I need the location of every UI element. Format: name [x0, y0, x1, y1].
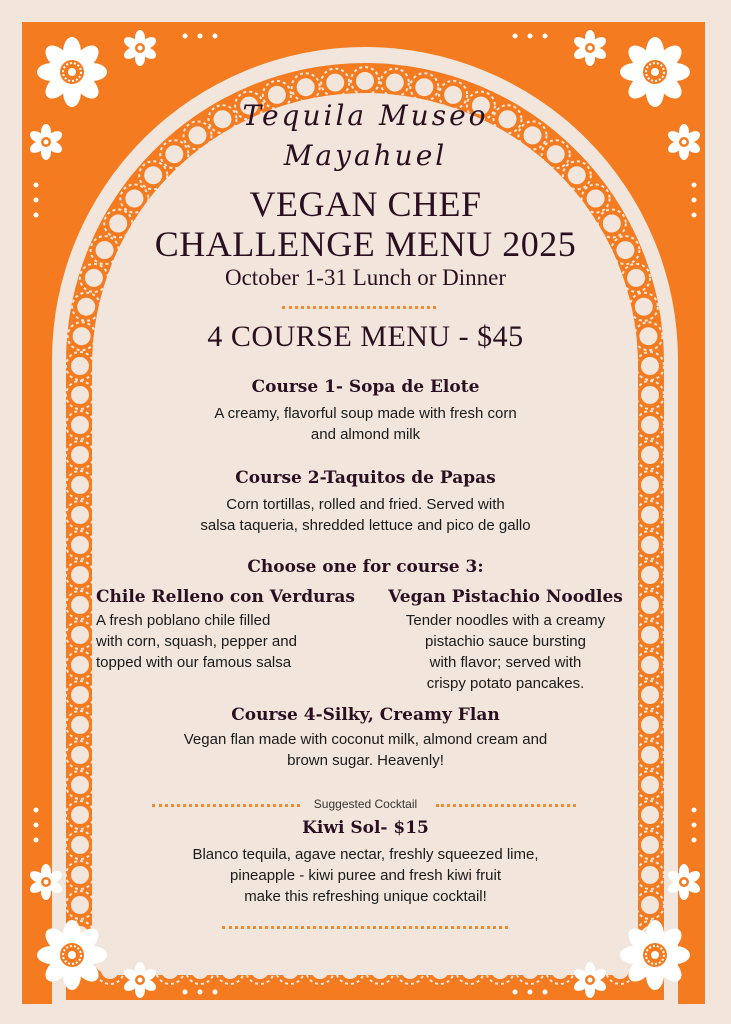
- menu-title: [0, 184, 731, 264]
- venue-name: [0, 96, 731, 176]
- option-a-line: topped with our famous salsa: [96, 654, 292, 671]
- bottom-divider-dotted: [222, 926, 508, 929]
- cocktail-desc-line: pineapple - kiwi puree and fresh kiwi fruit: [230, 867, 501, 884]
- option-a-line: with corn, squash, pepper and: [96, 633, 297, 650]
- cocktail-desc-line: Blanco tequila, agave nectar, freshly squeezed lime,: [192, 846, 539, 863]
- course-3-heading: Choose one for course 3:: [247, 557, 484, 577]
- cocktail-name: Kiwi Sol- $15: [302, 818, 429, 838]
- option-b-line: with flavor; served with: [429, 654, 582, 671]
- option-b-title: Vegan Pistachio Noodles: [388, 587, 623, 607]
- course-2-heading: Course 2-Taquitos de Papas: [235, 468, 496, 488]
- course-2-description: [0, 494, 731, 536]
- option-b-line: Tender noodles with a creamy: [405, 612, 606, 629]
- menu-dates: October 1-31 Lunch or Dinner: [224, 265, 507, 290]
- course-1-desc-line: A creamy, flavorful soup made with fresh corn: [214, 405, 517, 422]
- option-b-line: pistachio sauce bursting: [425, 633, 586, 650]
- venue-line-1: Tequila Museo: [242, 99, 489, 132]
- option-a-description: [96, 610, 366, 673]
- option-a-title: Chile Relleno con Verduras: [96, 587, 355, 607]
- venue-line-2: Mayahuel: [283, 139, 448, 172]
- course-4-description: [0, 729, 731, 771]
- course-1-description: [0, 403, 731, 445]
- divider-dotted: [282, 306, 436, 309]
- course-1-heading: Course 1- Sopa de Elote: [251, 377, 480, 397]
- course-3-option-a: [96, 587, 366, 673]
- option-b-line: crispy potato pancakes.: [426, 675, 585, 692]
- cocktail-description: [0, 844, 731, 907]
- course-2-desc-line: salsa taqueria, shredded lettuce and pico de gallo: [200, 517, 531, 534]
- option-a-line: A fresh poblano chile filled: [96, 612, 271, 629]
- course-3-option-b: [378, 587, 633, 694]
- course-4-desc-line: Vegan flan made with coconut milk, almond cream and: [183, 731, 548, 748]
- course-4-heading: Course 4-Silky, Creamy Flan: [231, 705, 500, 725]
- course-2-desc-line: Corn tortillas, rolled and fried. Served with: [226, 496, 505, 513]
- title-line-2: CHALLENGE MENU 2025: [154, 224, 577, 264]
- cocktail-divider-right: [436, 804, 576, 807]
- cocktail-desc-line: make this refreshing unique cocktail!: [244, 888, 487, 905]
- menu-price: 4 COURSE MENU - $45: [207, 320, 524, 353]
- cocktail-label: Suggested Cocktail: [313, 797, 418, 811]
- title-line-1: VEGAN CHEF: [249, 184, 482, 224]
- course-1-desc-line: and almond milk: [310, 426, 421, 443]
- option-b-description: [378, 610, 633, 694]
- course-4-desc-line: brown sugar. Heavenly!: [287, 752, 444, 769]
